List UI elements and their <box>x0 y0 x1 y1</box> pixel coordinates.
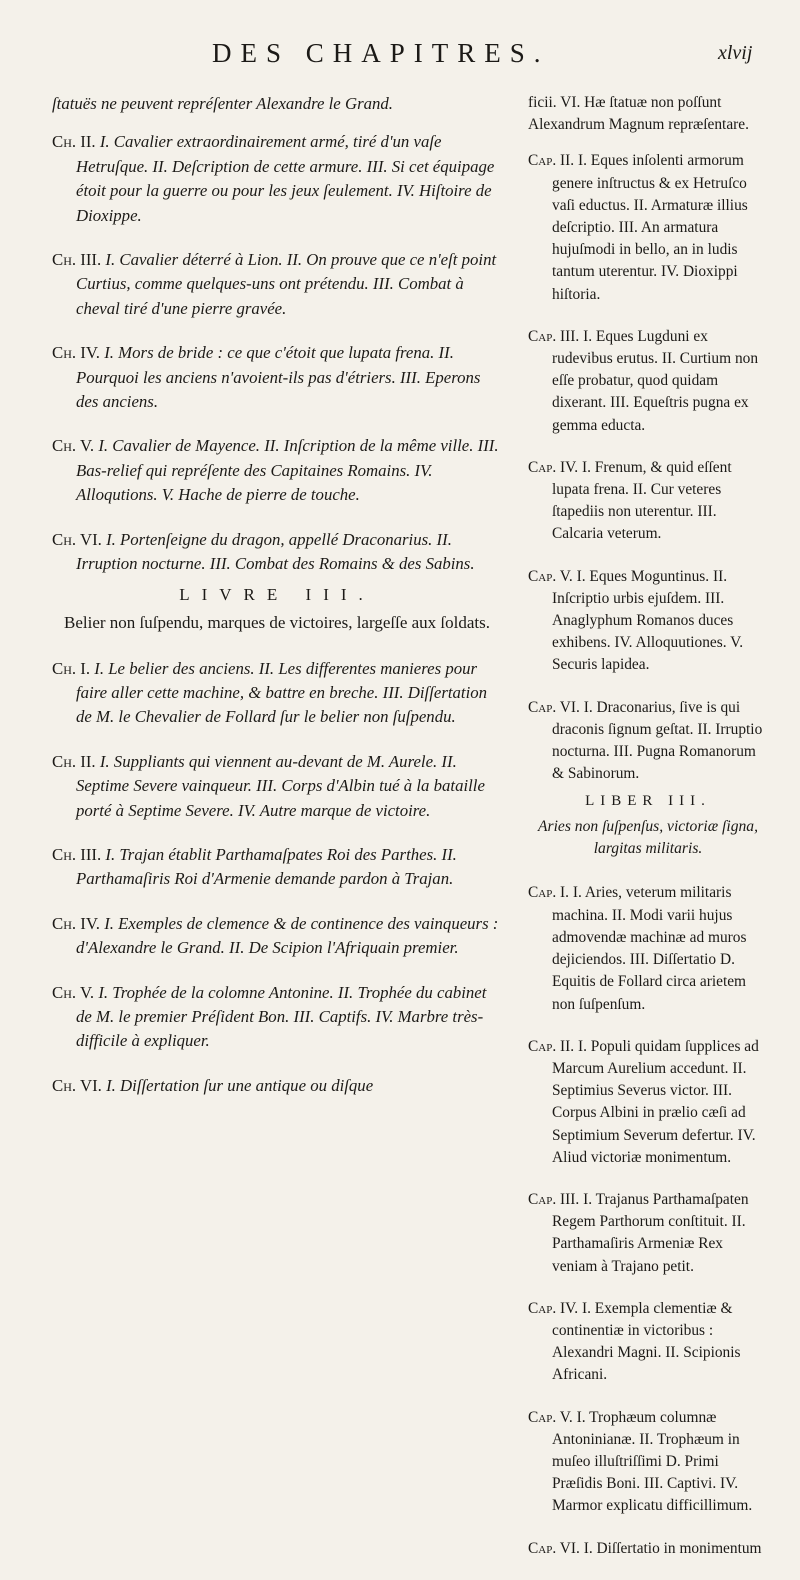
chapter-label: Cap. I. <box>528 884 569 902</box>
chapter-label: Cap. V. <box>528 1408 573 1426</box>
chapter-label: Cap. IV. <box>528 458 579 476</box>
page-number: xlvij <box>718 42 753 64</box>
running-title: DES CHAPITRES. <box>212 38 550 68</box>
chapter-summary: I. Populi quidam ſupplices ad Marcum Aurelium accedunt. II. Septimius Severus victor. III. Corpus Albini in prælio cæſi ad Septimium Severum defertur. IV. Aliud victoriæ monimentum. <box>552 1037 759 1166</box>
continuation-text: ficii. VI. Hæ ſtatuæ non poſſunt Alexandrum Magnum repræſentare. <box>528 94 749 134</box>
chapter-summary: I. Exemples de clemence & de continence des vainqueurs : d'Alexandre le Grand. II. De Scipion l'Afriquain premier. <box>76 913 499 958</box>
chapter-label: Ch. IV. <box>52 913 100 933</box>
chapter-summary: I. Frenum, & quid eſſent lupata frena. II. Cur veteres ſtapediis non uterentur. III. Calcaria veterum. <box>552 458 732 543</box>
chapter-entry <box>528 566 768 677</box>
chapter-summary: I. Trophæum columnæ Antoninianæ. II. Trophæum in muſeo illuſtriſſimi D. Primi Præſidis Boni. III. Captivi. IV. Marmor explicatu difficillimum. <box>552 1408 753 1515</box>
chapter-label: Cap. III. <box>528 1190 580 1208</box>
chapter-label: Cap. VI. <box>528 698 580 716</box>
chapter-entry <box>52 1074 502 1098</box>
chapter-entry <box>52 750 502 823</box>
chapter-label: Ch. III. <box>52 250 102 270</box>
chapter-label: Ch. V. <box>52 436 95 456</box>
chapter-entry <box>528 1407 768 1518</box>
chapter-entry <box>52 248 502 321</box>
chapter-label: Ch. IV. <box>52 343 100 363</box>
chapter-summary: I. Trajanus Parthamaſpaten Regem Parthorum conſtituit. II. Parthamaſiris Armeniæ Rex veniam à Trajano petit. <box>552 1190 749 1275</box>
chapter-summary: I. Le belier des anciens. II. Les differentes manieres pour faire aller cette machine, & battre en breche. III. Diſſertation de M. le Chevalier de Follard ſur le belier non ſuſpendu. <box>76 658 488 727</box>
chapter-label: Ch. VI. <box>52 1075 102 1095</box>
chapter-entry <box>528 1298 768 1387</box>
chapter-label: Cap. II. <box>528 152 575 170</box>
chapter-label: Cap. VI. <box>528 1539 580 1557</box>
chapter-entry <box>52 912 502 961</box>
chapter-summary: I. Cavalier déterré à Lion. II. On prouve que ce n'eſt point Curtius, comme quelques-uns ont prétendu. III. Combat à cheval tiré d'une pierre gravée. <box>76 250 497 318</box>
chapter-label: Cap. II. <box>528 1037 575 1055</box>
chapter-entry <box>528 882 768 1015</box>
chapter-entry <box>528 457 768 546</box>
chapter-entry <box>52 341 502 414</box>
chapter-summary: I. Trophée de la colomne Antonine. II. Trophée du cabinet de M. le premier Préſident Bon. III. Captifs. IV. Marbre très-difficile à expliquer. <box>76 982 487 1051</box>
chapter-label: Ch. V. <box>52 982 95 1002</box>
chapter-entry <box>528 1189 768 1278</box>
chapter-entry <box>52 843 502 892</box>
chapter-summary: I. Eques Moguntinus. II. Inſcriptio urbis ejuſdem. III. Anaglyphum Romanos duces exhibens. IV. Alloquutiones. V. Securis lapidea. <box>552 567 744 674</box>
chapter-label: Ch. II. <box>52 132 96 152</box>
chapter-entry <box>528 1538 768 1560</box>
chapter-label: Ch. III. <box>52 844 102 864</box>
chapter-summary: I. Exempla clementiæ & continentiæ in victoribus : Alexandri Magni. II. Scipionis Africani. <box>552 1299 741 1384</box>
chapter-label: Cap. III. <box>528 327 580 345</box>
chapter-label: Cap. IV. <box>528 1299 579 1317</box>
book-heading: LIBER III. <box>585 793 711 810</box>
running-header <box>0 38 800 78</box>
chapter-summary: I. Diſſertation ſur une antique ou diſque <box>106 1075 374 1095</box>
french-column <box>52 92 502 1118</box>
book-summary: Belier non ſuſpendu, marques de victoires, largeſſe aux ſoldats. <box>64 612 490 632</box>
chapter-summary: I. Diſſertatio in monimentum <box>583 1539 762 1557</box>
chapter-entry <box>528 1036 768 1169</box>
latin-column <box>528 92 768 1580</box>
chapter-entry <box>52 981 502 1054</box>
chapter-label: Ch. VI. <box>52 529 102 549</box>
chapter-summary: I. Mors de bride : ce que c'étoit que lupata frena. II. Pourquoi les anciens n'avoient-ils pas d'étriers. III. Eperons des anciens. <box>76 343 481 412</box>
chapter-entry <box>528 150 768 305</box>
chapter-summary: I. Aries, veterum militaris machina. II. Modi varii hujus admovendæ machinæ ad muros dejiciendos. III. Diſſertatio D. Equitis de Follard circa arietem non ſuſpenſum. <box>552 884 747 1013</box>
chapter-entry <box>528 326 768 437</box>
chapter-summary: I. Cavalier de Mayence. II. Inſcription de la même ville. III. Bas-relief qui repréſente des Capitaines Romains. IV. Alloqutions. V. Hache de pierre de touche. <box>76 436 499 505</box>
chapter-entry <box>52 130 502 228</box>
chapter-label: Cap. V. <box>528 567 573 585</box>
book-heading: LIVRE III. <box>179 584 375 604</box>
chapter-summary: I. Suppliants qui viennent au-devant de M. Aurele. II. Septime Severe vainqueur. III. Corps d'Albin tué à la bataille porté à Septime Severe. IV. Autre marque de victoire. <box>76 751 485 820</box>
book-summary: Aries non ſuſpenſus, victoriæ ſigna, largitas militaris. <box>537 818 759 858</box>
chapter-summary: I. Portenſeigne du dragon, appellé Draconarius. II. Irruption nocturne. III. Combat des Romains & des Sabins. <box>76 529 475 574</box>
chapter-summary: I. Cavalier extraordinairement armé, tiré d'un vaſe Hetruſque. II. Deſcription de cette armure. III. Si cet équipage étoit pour la guerre ou pour les jeux ſeulement. IV. Hiſtoire de Dioxippe. <box>76 132 495 225</box>
chapter-entry <box>52 528 502 577</box>
chapter-entry <box>52 657 502 730</box>
chapter-entry <box>52 434 502 507</box>
chapter-summary: I. Eques inſolenti armorum genere inſtructus & ex Hetruſco vaſi eductus. II. Armaturæ illius deſcriptio. III. An armatura hujuſmodi in bello, an in ludis tantum uterentur. IV. Dioxippi hiſtoria. <box>552 152 748 303</box>
chapter-label: Ch. II. <box>52 751 96 771</box>
chapter-summary: I. Draconarius, ſive is qui draconis ſignum geſtat. II. Irruptio nocturna. III. Pugna Romanorum & Sabinorum. <box>552 698 763 783</box>
chapter-summary: I. Eques Lugduni ex rudevibus erutus. II. Curtium non eſſe probatur, quod quidam dixerant. III. Equeſtris pugna ex gemma educta. <box>552 327 759 434</box>
chapter-summary: I. Trajan établit Parthamaſpates Roi des Parthes. II. Parthamaſiris Roi d'Armenie demande pardon à Trajan. <box>76 844 457 889</box>
chapter-entry <box>528 697 768 786</box>
continuation-text: ſtatuës ne peuvent repréſenter Alexandre le Grand. <box>52 94 393 113</box>
chapter-label: Ch. I. <box>52 658 91 678</box>
